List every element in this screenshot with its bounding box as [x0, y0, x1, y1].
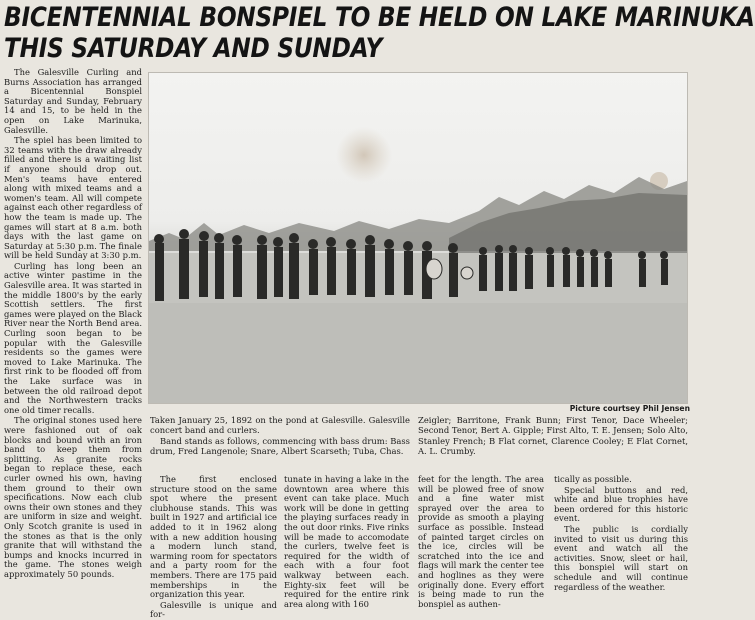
caption-paragraph-2-end: Zeigler; Barritone, Frank Bunn; First Tenor, Dace Wheeler; Second Tenor, Bert A. Gipple; First Alto, T. E. Jensen; Solo Alto, Stanley French; B Flat cornet, Clarence Cooley; E Flat Cornet, A. L. Crumby.	[418, 415, 688, 456]
caption-paragraph-2-start: Band stands as follows, commencing with bass drum: Bass drum, Fred Langenole; Snare, Albert Scarseth; Tuba, Chas.	[150, 435, 410, 456]
left-paragraph-1: The Galesville Curling and Burns Association has arranged a Bicentennial Bonspiel Saturday and Sunday, February 14 and 15, to be held in the open on Lake Marinuka, Galesville.	[4, 67, 142, 135]
figure-3-head	[199, 231, 209, 241]
figure-2-head	[179, 229, 189, 239]
caption-right	[418, 415, 688, 456]
figure-23	[577, 257, 584, 287]
bottom-col2-paragraph: tunate in having a lake in the downtown area where this event can take place. Much work will be done in getting the playing surfaces ready in the out door rinks. Five rinks will be made to accomodate the curlers, twelve feet is required for the width of each with a four foot walkway between each. Eighty-six feet will be required for the entire rink area along with 160	[284, 474, 409, 609]
figure-11-head	[346, 239, 356, 249]
figure-25	[605, 259, 612, 287]
figure-2	[179, 239, 189, 299]
figure-27-head	[660, 251, 668, 259]
bottom-column-1	[150, 474, 277, 620]
figure-24-head	[590, 249, 598, 257]
ice-foreground	[149, 303, 687, 403]
figure-8-head	[289, 233, 299, 243]
figure-19-head	[509, 245, 517, 253]
left-paragraph-3: Curling has long been an active winter pastime in the Galesville area. It was started in the middle 1800's by the early Scottish settlers. The first games were played on the Black River near the North Bend area. Curling soon began to be popular with the Galesville residents so the games were moved to Lake Marinuka. The first rink to be flooded off from the Lake surface was in between the old railroad depot and the Northwestern tracks one old timer recalls.	[4, 260, 142, 415]
figure-8	[289, 243, 299, 299]
figure-25-head	[604, 251, 612, 259]
bass-drum	[426, 259, 442, 279]
figure-19	[509, 253, 517, 291]
figure-10-head	[326, 237, 336, 247]
figure-4-head	[214, 233, 224, 243]
figure-7	[274, 247, 283, 297]
historic-photo	[148, 72, 688, 404]
figure-16	[449, 253, 458, 297]
figure-26-head	[638, 251, 646, 259]
figure-13	[385, 249, 394, 295]
figure-6-head	[257, 235, 267, 245]
figure-4	[215, 243, 224, 299]
figure-22	[563, 255, 570, 287]
figure-5	[233, 245, 242, 297]
bottom-col3-paragraph: feet for the length. The area will be plowed free of snow and a fine water mist sprayed over the area to provide as smooth a playing surface as possible. Instead of painted target circles on the ice, circles will be scratched into the ice and flags will mark the center tee and hoglines as they were originally done. Every effort is being made to run the bonspiel as authen-	[418, 474, 544, 609]
figure-10	[327, 247, 336, 295]
bottom-col4-paragraph-1: tically as possible.	[554, 474, 632, 484]
bottom-col1-paragraph-2: Galesville is unique and for-	[150, 599, 277, 620]
figure-23-head	[576, 249, 584, 257]
caption-left	[150, 415, 410, 456]
bottom-col1-paragraph-1: The first enclosed structure stood on the same spot where the present clubhouse stands. This was built in 1927 and artificial ice added to it in 1962 along with a new addition housing a modern lunch stand, warming room for spectators and a party room for the members. There are 175 paid memberships in the organization this year.	[150, 474, 277, 600]
photo-stain	[336, 127, 392, 183]
figure-17	[479, 255, 487, 291]
figure-15-head	[422, 241, 432, 251]
figure-7-head	[273, 237, 283, 247]
figure-21-head	[546, 247, 554, 255]
figure-20	[525, 255, 533, 289]
figure-14	[404, 251, 413, 295]
bottom-col4-paragraph-2: Special buttons and red, white and blue trophies have been ordered for this historic event.	[554, 484, 688, 524]
figure-5-head	[232, 235, 242, 245]
figure-9	[309, 249, 318, 295]
photo-illustration	[149, 73, 687, 403]
left-paragraph-4: The original stones used here were fashioned out of oak blocks and bound with an iron band to keep them from splitting. As granite rocks began to replace these, each curler owned his own, having them ground to their own specifications. Now each club owns their own stones and they are uniform in size and weight. Only Scotch granite is used in the stones as that is the only granite that will withstand the bumps and knocks incurred in the game. The stones weigh approximately 50 pounds.	[4, 415, 142, 579]
figure-17-head	[479, 247, 487, 255]
photo-credit: Picture courtsey Phil Jensen	[569, 404, 690, 413]
figure-26	[639, 259, 646, 287]
figure-12	[365, 245, 375, 297]
headline-line-2: THIS SATURDAY AND SUNDAY	[4, 33, 383, 64]
headline-line-1: BICENTENNIAL BONSPIEL TO BE HELD ON LAKE MARINUKA	[4, 2, 755, 33]
figure-20-head	[525, 247, 533, 255]
left-paragraph-2: The spiel has been limited to 32 teams with the draw already filled and there is a waiting list if anyone should drop out. Men's teams have entered along with mixed teams and a women's team. All will compete against each other regardless of how the team is made up. The games will start at 8 a.m. both days with the last game on Saturday at 5:30 p.m. The finale will be held Sunday at 3:30 p.m.	[4, 135, 142, 261]
left-column	[4, 68, 142, 596]
figure-22-head	[562, 247, 570, 255]
figure-3	[199, 241, 208, 297]
figure-1	[155, 243, 164, 301]
figure-13-head	[384, 239, 394, 249]
snare-drum	[461, 267, 473, 279]
figure-18	[495, 253, 503, 291]
bottom-column-2	[284, 474, 409, 609]
figure-12-head	[365, 235, 375, 245]
figure-24	[591, 257, 598, 287]
figure-14-head	[403, 241, 413, 251]
caption-paragraph-1: Taken January 25, 1892 on the pond at Galesville. Galesville concert band and curlers.	[150, 415, 410, 436]
headline	[4, 2, 755, 64]
figure-27	[661, 259, 668, 285]
figure-6	[257, 245, 267, 299]
bottom-col4-paragraph-3: The public is cordially invited to visit us during this event and watch all the activities. Snow, sleet or hail, this bonspiel will start on schedule and will continue regardless of the weather.	[554, 523, 688, 592]
bottom-column-4	[554, 475, 688, 597]
bottom-column-3	[418, 474, 544, 609]
figure-18-head	[495, 245, 503, 253]
figure-1-head	[154, 234, 164, 244]
figure-9-head	[308, 239, 318, 249]
figure-11	[347, 249, 356, 295]
figure-16-head	[448, 243, 458, 253]
figure-21	[547, 255, 554, 287]
